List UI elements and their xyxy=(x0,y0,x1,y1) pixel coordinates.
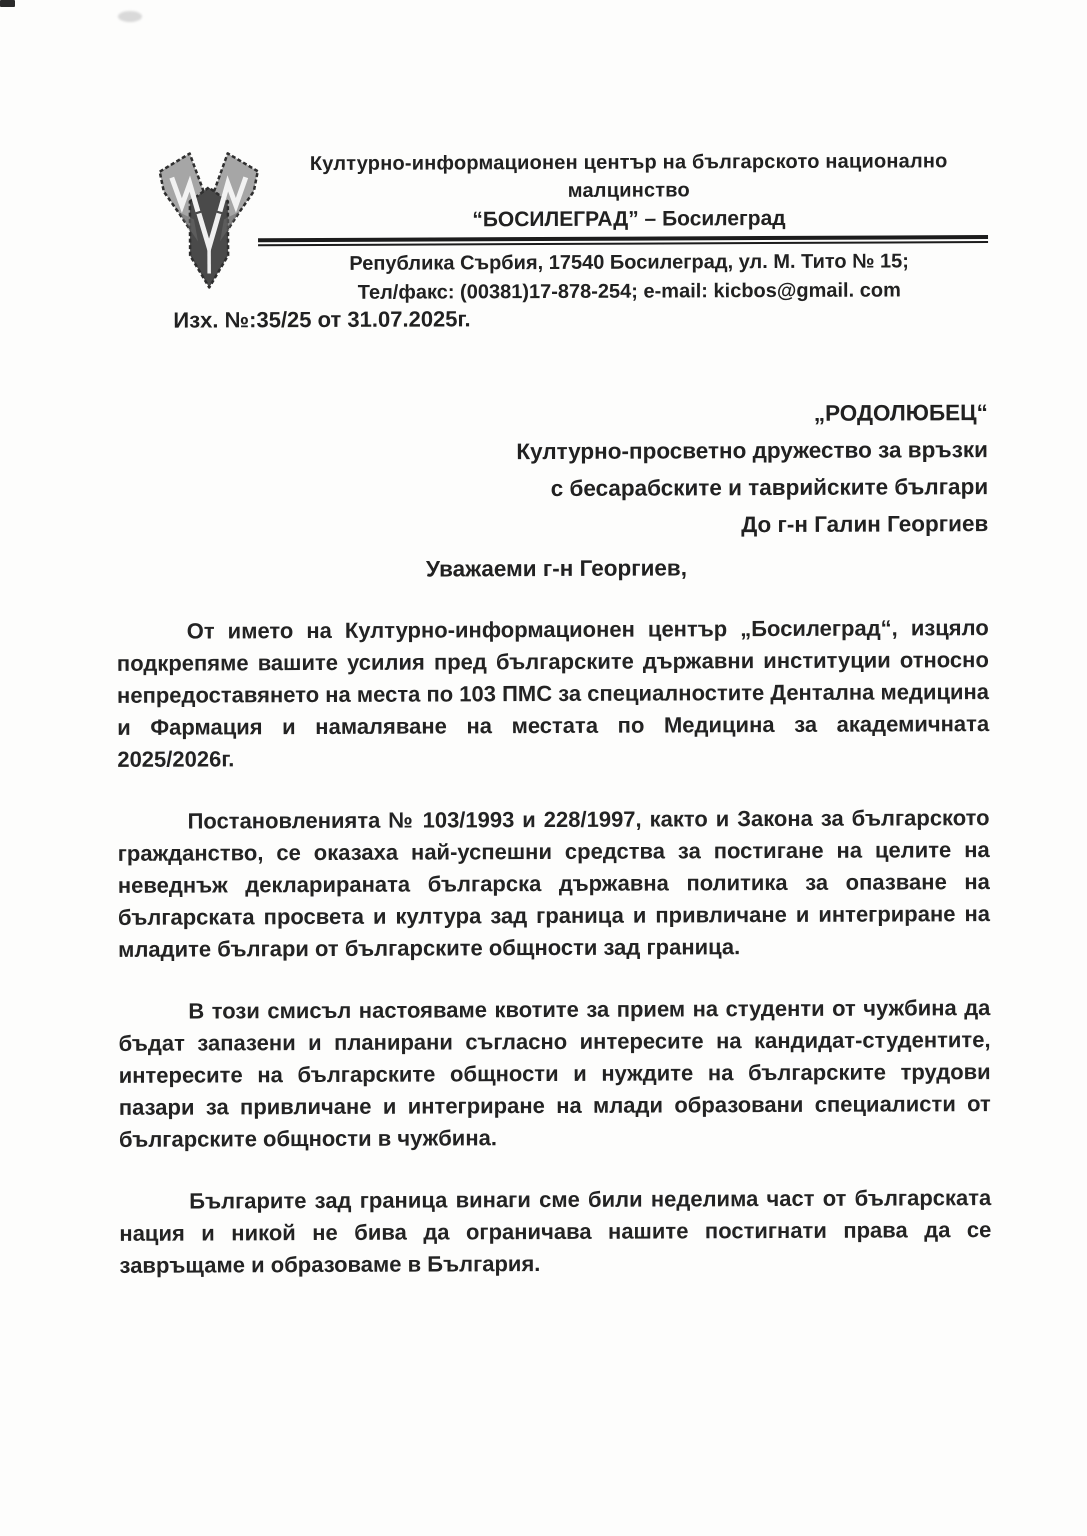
paragraph-1: От името на Културно-информационен център „Босилеград“, изцяло подкрепяме вашите усилия пред българските държавни институции относно непредоставянето на места по 103 ПМС за специалностите Дентална медицина и Фармация и намаляване на местата по Медицина за академичната 2025/2026г. xyxy=(116,615,990,772)
paragraph-3: В този смисъл настояваме квотите за прием на студенти от чужбина да бъдат запазени и планирани съгласно интересите на кандидат-студентите, интересите на българските общности и нуждите на българските трудови пазари за привличане и интегриране на млади образовани специалисти от българските общности в чужбина. xyxy=(118,995,991,1152)
organization-name: Културно-информационен център на българското национално малцинство xyxy=(309,150,948,202)
paragraph-2: Постановленията № 103/1993 и 228/1997, както и Закона за българското гражданство, се оказаха най-успешни средства за постигане на целите на неведнъж декларираната българска държавна политика за опазване на българската просвета и култура зад граница и привличане и интегриране на младите българи от българските общности зад граница. xyxy=(117,805,991,962)
letter-body xyxy=(117,612,992,1312)
addressee-block xyxy=(516,394,988,544)
letterhead xyxy=(268,147,991,308)
paragraph-4: Българите зад граница винаги сме били неделима част от българската нация и никой не бива да ограничава нашите постигнати права да се завръщаме и образоваме в България. xyxy=(119,1185,992,1278)
reference-number: Изх. №:35/25 от 31.07.2025г. xyxy=(173,306,471,333)
addressee-person: До г-н Галин Георгиев xyxy=(741,511,989,538)
organization-address: Република Сърбия, 17540 Босилеград, ул. М. Тито № 15; xyxy=(349,250,909,275)
organization-contacts: Тел/факс: (00381)17-878-254; e-mail: kicbos@gmail. com xyxy=(357,279,901,304)
addressee-description-line2: с бесарабските и таврийските българи xyxy=(550,474,989,501)
letterhead-divider xyxy=(258,235,988,246)
addressee-description-line1: Културно-просветно дружество за връзки xyxy=(516,437,989,465)
divider-thin-line xyxy=(258,241,988,246)
addressee-organization: „РОДОЛЮБЕЦ“ xyxy=(813,400,988,426)
organization-logo-icon xyxy=(150,147,269,296)
salutation: Уважаеми г-н Георгиев, xyxy=(425,555,688,582)
organization-name-quoted: “БОСИЛЕГРАД” – Босилеград xyxy=(472,206,786,232)
